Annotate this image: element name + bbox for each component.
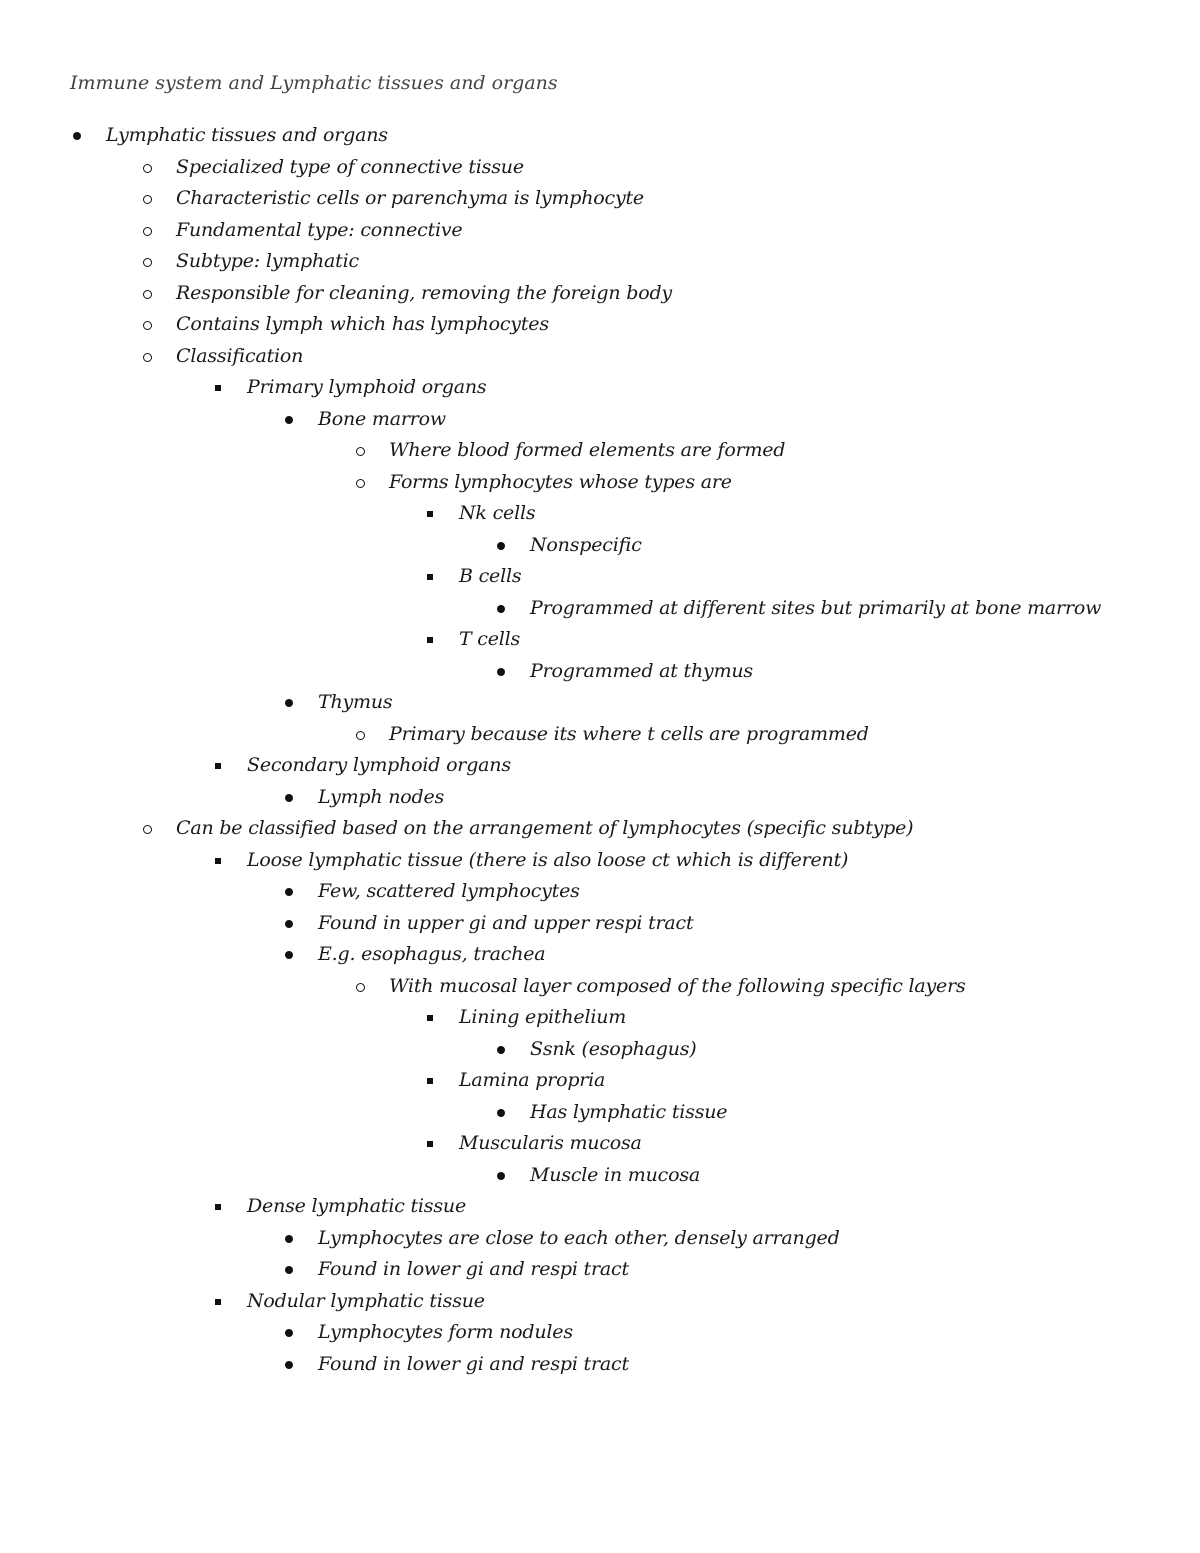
list-item-text: Muscle in mucosa [530,1163,701,1186]
filled-disc-bullet-icon [282,1349,296,1381]
list-item [0,435,1200,467]
filled-disc-bullet-icon [494,1160,508,1192]
list-item [0,152,1200,184]
hollow-circle-bullet-icon [141,278,155,310]
list-item-text: Found in lower gi and respi tract [318,1258,629,1280]
list-item [0,845,1200,877]
list-item [0,372,1200,404]
list-item [0,215,1200,247]
list-item [0,719,1200,751]
list-item [0,624,1200,656]
hollow-circle-bullet-icon [141,152,155,184]
list-item [0,1317,1200,1349]
list-item [0,561,1200,593]
list-item-text: Contains lymph which has lymphocytes [176,313,549,335]
filled-square-bullet-icon [212,1191,226,1223]
filled-disc-bullet-icon [70,120,84,152]
list-item [0,656,1200,688]
filled-disc-bullet-icon [282,782,296,814]
list-item [0,687,1200,719]
list-item [0,341,1200,373]
list-item-text: Primary because its where t cells are programmed [389,722,869,745]
list-item-text: Lymphatic tissues and organs [106,124,388,146]
list-item [0,1349,1200,1381]
list-item [0,971,1200,1003]
list-item [0,1034,1200,1066]
hollow-circle-bullet-icon [354,971,368,1003]
list-item-text: E.g. esophagus, trachea [318,943,546,965]
list-item [0,1191,1200,1223]
filled-disc-bullet-icon [494,1034,508,1066]
list-item-text: Lymph nodes [318,785,445,808]
list-item-text: Thymus [318,691,393,713]
list-item [0,1286,1200,1318]
list-item-text: Forms lymphocytes whose types are [389,470,732,493]
filled-square-bullet-icon [424,1002,438,1034]
list-item-text: T cells [459,628,521,650]
filled-square-bullet-icon [424,498,438,530]
filled-square-bullet-icon [212,845,226,877]
list-item [0,1223,1200,1255]
list-item-text: Lymphocytes are close to each other, densely arranged [318,1226,840,1249]
list-item [0,1254,1200,1286]
list-item-text: Ssnk (esophagus) [530,1037,697,1060]
list-item [0,1002,1200,1034]
document-title: Immune system and Lymphatic tissues and organs [70,72,558,94]
filled-square-bullet-icon [212,1286,226,1318]
list-item [0,278,1200,310]
hollow-circle-bullet-icon [141,309,155,341]
hollow-circle-bullet-icon [141,341,155,373]
filled-square-bullet-icon [424,1128,438,1160]
list-item-text: Can be classified based on the arrangement of lymphocytes (specific subtype) [176,817,914,839]
list-item-text: Where blood formed elements are formed [389,439,786,461]
list-item-text: Characteristic cells or parenchyma is lymphocyte [176,187,644,209]
list-item-text: With mucosal layer composed of the following specific layers [389,974,966,997]
list-item-text: Classification [176,344,304,367]
list-item-text: Lymphocytes form nodules [318,1321,573,1343]
list-item-text: Fundamental type: connective [176,218,463,241]
filled-disc-bullet-icon [494,1097,508,1129]
filled-disc-bullet-icon [494,530,508,562]
list-item-text: Subtype: lymphatic [176,250,359,272]
list-item-text: Found in lower gi and respi tract [318,1352,629,1375]
filled-disc-bullet-icon [282,939,296,971]
list-item [0,593,1200,625]
list-item-text: Responsible for cleaning, removing the foreign body [176,281,672,304]
filled-disc-bullet-icon [494,656,508,688]
filled-disc-bullet-icon [282,908,296,940]
hollow-circle-bullet-icon [141,183,155,215]
list-item [0,939,1200,971]
hollow-circle-bullet-icon [354,719,368,751]
filled-square-bullet-icon [424,624,438,656]
list-item [0,309,1200,341]
hollow-circle-bullet-icon [141,215,155,247]
filled-disc-bullet-icon [282,1254,296,1286]
hollow-circle-bullet-icon [354,467,368,499]
list-item-text: Has lymphatic tissue [530,1100,728,1123]
list-item [0,1065,1200,1097]
list-item-text: Lining epithelium [459,1006,627,1028]
filled-disc-bullet-icon [282,404,296,436]
hollow-circle-bullet-icon [354,435,368,467]
list-item [0,246,1200,278]
list-item-text: Nonspecific [530,533,642,556]
list-item [0,1128,1200,1160]
filled-disc-bullet-icon [282,687,296,719]
list-item [0,813,1200,845]
hollow-circle-bullet-icon [141,813,155,845]
list-item [0,1160,1200,1192]
list-item [0,467,1200,499]
list-item-text: Specialized type of connective tissue [176,155,524,178]
filled-disc-bullet-icon [282,1223,296,1255]
list-item [0,120,1200,152]
list-item [0,1097,1200,1129]
list-item-text: Muscularis mucosa [459,1132,642,1154]
list-item-text: Bone marrow [318,407,446,430]
list-item-text: Nodular lymphatic tissue [247,1289,485,1312]
list-item-text: Lamina propria [459,1069,606,1091]
list-item-text: B cells [459,565,522,587]
list-item-text: Few, scattered lymphocytes [318,880,580,902]
filled-disc-bullet-icon [494,593,508,625]
filled-disc-bullet-icon [282,876,296,908]
list-item-text: Loose lymphatic tissue (there is also loose ct which is different) [247,848,849,871]
list-item [0,782,1200,814]
bulleted-outline [0,120,1200,1380]
filled-square-bullet-icon [212,750,226,782]
filled-disc-bullet-icon [282,1317,296,1349]
list-item [0,183,1200,215]
list-item-text: Nk cells [459,502,536,524]
list-item-text: Dense lymphatic tissue [247,1195,466,1217]
list-item [0,750,1200,782]
hollow-circle-bullet-icon [141,246,155,278]
list-item-text: Found in upper gi and upper respi tract [318,911,694,934]
list-item [0,530,1200,562]
list-item-text: Programmed at thymus [530,659,753,682]
list-item-text: Secondary lymphoid organs [247,754,511,776]
list-item [0,876,1200,908]
list-item [0,908,1200,940]
list-item-text: Primary lymphoid organs [247,376,487,398]
filled-square-bullet-icon [424,561,438,593]
list-item [0,404,1200,436]
list-item-text: Programmed at different sites but primarily at bone marrow [530,596,1102,619]
filled-square-bullet-icon [424,1065,438,1097]
filled-square-bullet-icon [212,372,226,404]
list-item [0,498,1200,530]
